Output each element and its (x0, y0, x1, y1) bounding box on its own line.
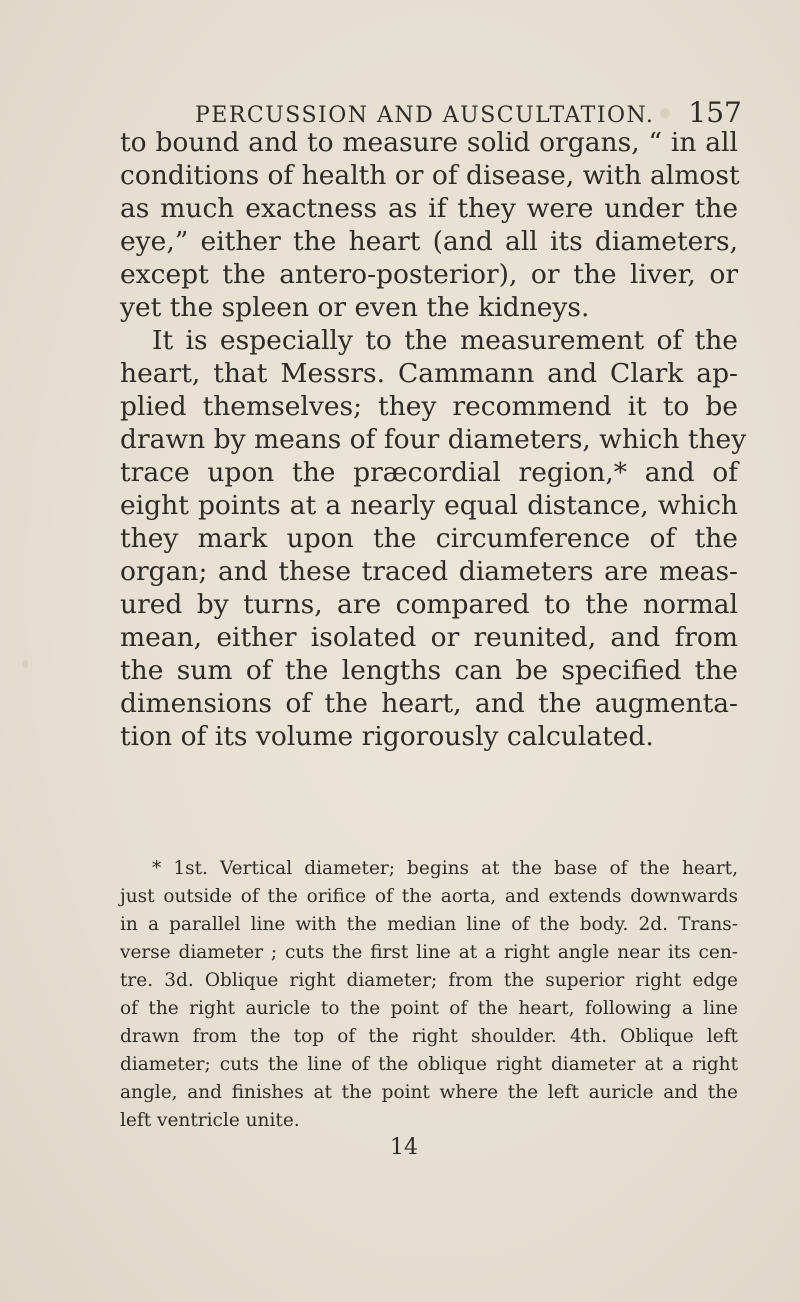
footnote (120, 855, 738, 1135)
text-line: eight points at a nearly equal distance, which (120, 490, 738, 521)
text-line: dimensions of the heart, and the augmenta- (120, 688, 738, 719)
text-line: they mark upon the circumference of the (120, 523, 738, 554)
text-line: the sum of the lengths can be specified the (120, 655, 738, 686)
text-line: tion of its volume rigorously calculated. (120, 721, 654, 752)
footnote-line: in a parallel line with the median line of the body. 2d. Trans- (120, 914, 738, 935)
paper-stain (22, 660, 28, 668)
signature-mark: 14 (390, 1135, 418, 1160)
running-title: PERCUSSION AND AUSCULTATION. (195, 103, 655, 128)
footnote-line: diameter; cuts the line of the oblique right diameter at a right (120, 1054, 738, 1075)
text-line: plied themselves; they recommend it to be (120, 391, 738, 422)
text-line: heart, that Messrs. Cammann and Clark ap- (120, 358, 738, 389)
text-line: conditions of health or of disease, with almost (120, 160, 740, 191)
footnote-line: drawn from the top of the right shoulder. 4th. Oblique left (120, 1026, 738, 1047)
footnote-line: just outside of the orifice of the aorta, and extends downwards (120, 886, 738, 907)
footnote-line: of the right auricle to the point of the heart, following a line (120, 998, 738, 1019)
text-line: except the antero-posterior), or the liver, or (120, 259, 738, 290)
text-line: mean, either isolated or reunited, and from (120, 622, 738, 653)
text-line: organ; and these traced diameters are meas- (120, 556, 738, 587)
footnote-line: tre. 3d. Oblique right diameter; from the superior right edge (120, 970, 738, 991)
text-line: drawn by means of four diameters, which they (120, 424, 747, 455)
main-text (120, 126, 747, 753)
text-line: eye,” either the heart (and all its diameters, (120, 226, 738, 257)
text-line: trace upon the præcordial region,* and of (120, 457, 738, 488)
text-line: as much exactness as if they were under the (120, 193, 738, 224)
footnote-line: angle, and finishes at the point where the left auricle and the (120, 1082, 738, 1103)
footnote-line: * 1st. Vertical diameter; begins at the base of the heart, (152, 858, 738, 879)
footnote-line: verse diameter ; cuts the first line at a right angle near its cen- (120, 942, 738, 963)
text-line: yet the spleen or even the kidneys. (120, 292, 590, 323)
text-line: to bound and to measure solid organs, “ in all (120, 127, 738, 158)
page-number: 157 (688, 96, 742, 129)
running-header (195, 96, 742, 129)
text-line: It is especially to the measurement of the (152, 325, 738, 356)
text-line: ured by turns, are compared to the normal (120, 589, 738, 620)
footnote-line: left ventricle unite. (120, 1110, 300, 1131)
